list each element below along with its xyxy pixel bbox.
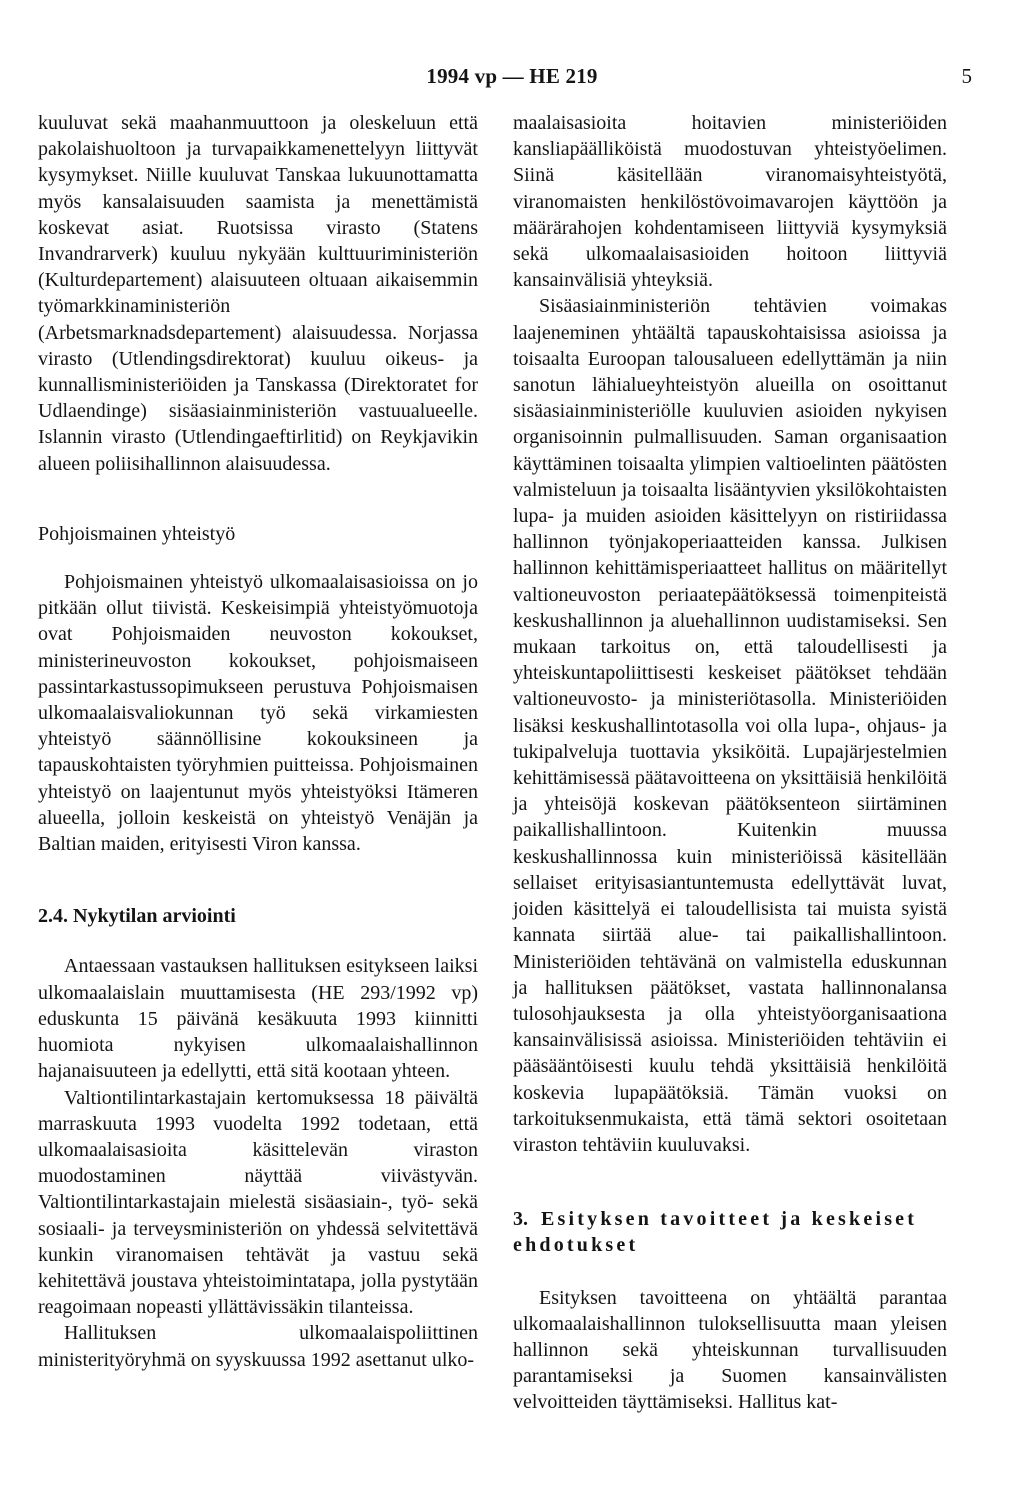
paragraph: Valtiontilintarkastajain kertomuksessa 18 päivältä marraskuuta 1993 vuodelta 1992 todetaan, että ulkomaalaisasioita käsittelevän viraston muodostaminen näyttää viivästyvän. Valtiontilintarkastajain mielestä sisäasiain-, työ- sekä sosiaali- ja terveysministeriön on yhdessä selvitettävä kunkin viranomaisen tehtävät ja vastuu sekä kehitettävä joustava yhteistoimintatapa, jolla pystytään reagoimaan nopeasti yllättävissäkin tilanteissa. [38,1086,478,1319]
section-title: Esityksen tavoitteet ja keskeiset ehdotukset [513,1208,918,1257]
paragraph: Hallituksen ulkomaalaispoliittinen ministerityöryhmä on syyskuussa 1992 asettanut ulko- [38,1322,478,1371]
section-number: 3. [513,1208,528,1231]
paragraph: Sisäasiainministeriön tehtävien voimakas laajeneminen yhtäältä tapauskohtaisissa asioissa ja toisaalta Euroopan talousalueen edellyttämän ja niin sanotun lähialueyhteistyön alueilla on osoittanut sisäasiainministeriölle kuuluvien asioiden nykyisen organisoinnin pulmallisuuden. Saman organisaation käyttäminen toisaalta ylimpien valtioelinten päätösten valmisteluun ja toisaalta lisääntyvien yksilökohtaisten lupa- ja muiden asioiden käsittelyyn on ristiriidassa hallinnon työnjakoperiaatteiden kanssa. Julkisen hallinnon kehittämisperiaatteet hallitus on määritellyt valtioneuvoston periaatepäätöksessä toimenpiteistä keskushallinnon ja aluehallinnon uudistamiseksi. Sen mukaan tarkoitus on, että taloudellisesti ja yhteiskuntapoliittisesti keskeiset päätökset tehdään valtioneuvosto- ja ministeriötasolla. Ministeriöiden lisäksi keskushallintotasolla voi olla lupa-, ohjaus- ja tukipalveluja tuottavia yksiköitä. Lupajärjestelmien kehittämisessä päätavoitteena on yksittäisiä henkilöitä ja yhteisöjä koskevan päätöksenteon siirtäminen paikallishallintoon. Kuitenkin muussa keskushallinnossa kuin ministeriöissä käsitellään sellaiset erityisasiantuntemusta edellyttävät luvat, joiden käsittelyä ei taloudellisista tai muista syistä kannata siirtää alue- tai paikallishallintoon. Ministeriöiden tehtävänä on valmistella eduskunnan ja hallituksen päätökset, vastata hallinnonalansa tulosohjauksesta ja olla yhteistyöorganisaationa kansainvälisissä asioissa. Ministeriöiden tehtäviin ei pääsääntöisesti kuulu tehdä yksittäisiä henkilöitä koskevia lupapäätöksiä. Tämän vuoksi on tarkoituksenmukaista, että tämä sektori osoitetaan viraston tehtäviin kuuluvaksi. [513,295,947,1156]
right-column [513,110,947,1416]
section-heading [513,1206,947,1258]
page-header [0,64,1024,94]
subheading: Pohjoismainen yhteistyö [38,522,236,545]
left-column [38,110,478,1373]
paragraph: maalaisasioita hoitavien ministeriöiden kansliapäälliköistä muodostuvan yhteistyöelimen. Siinä käsitellään viranomaisyhteistyötä, viranomaisten henkilöstövoimavarojen käyttöön ja määrärahojen kohdentamiseen liittyviä kysymyksiä sekä ulkomaalaisasioiden hoitoon liittyviä kansainvälisiä yhteyksiä. [513,112,947,292]
paragraph: Esityksen tavoitteena on yhtäältä parantaa ulkomaalaishallinnon tuloksellisuutta maan yleisen hallinnon sekä yhteiskunnan turvallisuuden parantamiseksi ja Suomen kansainvälisten velvoitteiden täyttämiseksi. Hallitus kat- [513,1286,947,1414]
paragraph: kuuluvat sekä maahanmuuttoon ja oleskeluun että pakolaishuoltoon ja turvapaikkamenettelyyn liittyvät kysymykset. Niille kuuluvat Tanskaa lukuunottamatta myös kansalaisuuden saamista ja menettämistä koskevat asiat. Ruotsissa virasto (Statens Invandrarverk) kuuluu nykyään kulttuuriministeriön (Kulturdepartement) alaisuuteen oltuaan aikaisemmin työmarkkinaministeriön (Arbetsmarknadsdepartement) alaisuudessa. Norjassa virasto (Utlendingsdirektorat) kuuluu oikeus- ja kunnallisministeriöiden ja Tanskassa (Direktoratet for Udlaendinge) sisäasiainministeriön vastuualueelle. Islannin virasto (Utlendingaeftirlitid) on Reykjavikin alueen poliisihallinnon alaisuudessa. [38,112,478,475]
section-heading: 2.4. Nykytilan arviointi [38,905,236,928]
page-number: 5 [961,64,972,88]
running-header: 1994 vp — HE 219 [426,64,598,88]
paragraph: Pohjoismainen yhteistyö ulkomaalaisasioissa on jo pitkään ollut tiivistä. Keskeisimpiä yhteistyömuotoja ovat Pohjoismaiden neuvoston kokoukset, ministerineuvoston kokoukset, pohjoismaiseen passintarkastussopimukseen perustuva Pohjoismaisen ulkomaalaisvaliokunnan työ sekä virkamiesten yhteistyö säännöllisine kokouksineen ja tapauskohtaisten työryhmien puitteissa. Pohjoismainen yhteistyö on laajentunut myös yhteistyöksi Itämeren alueella, jolloin keskeistä on yhteistyö Venäjän ja Baltian maiden, erityisesti Viron kanssa. [38,571,478,856]
paragraph: Antaessaan vastauksen hallituksen esitykseen laiksi ulkomaalaislain muuttamisesta (HE 293/1992 vp) eduskunta 15 päivänä kesäkuuta 1993 kiinnitti huomiota nykyisen ulkomaalaishallinnon hajanaisuuteen ja edellytti, että sitä kootaan yhteen. [38,955,478,1083]
